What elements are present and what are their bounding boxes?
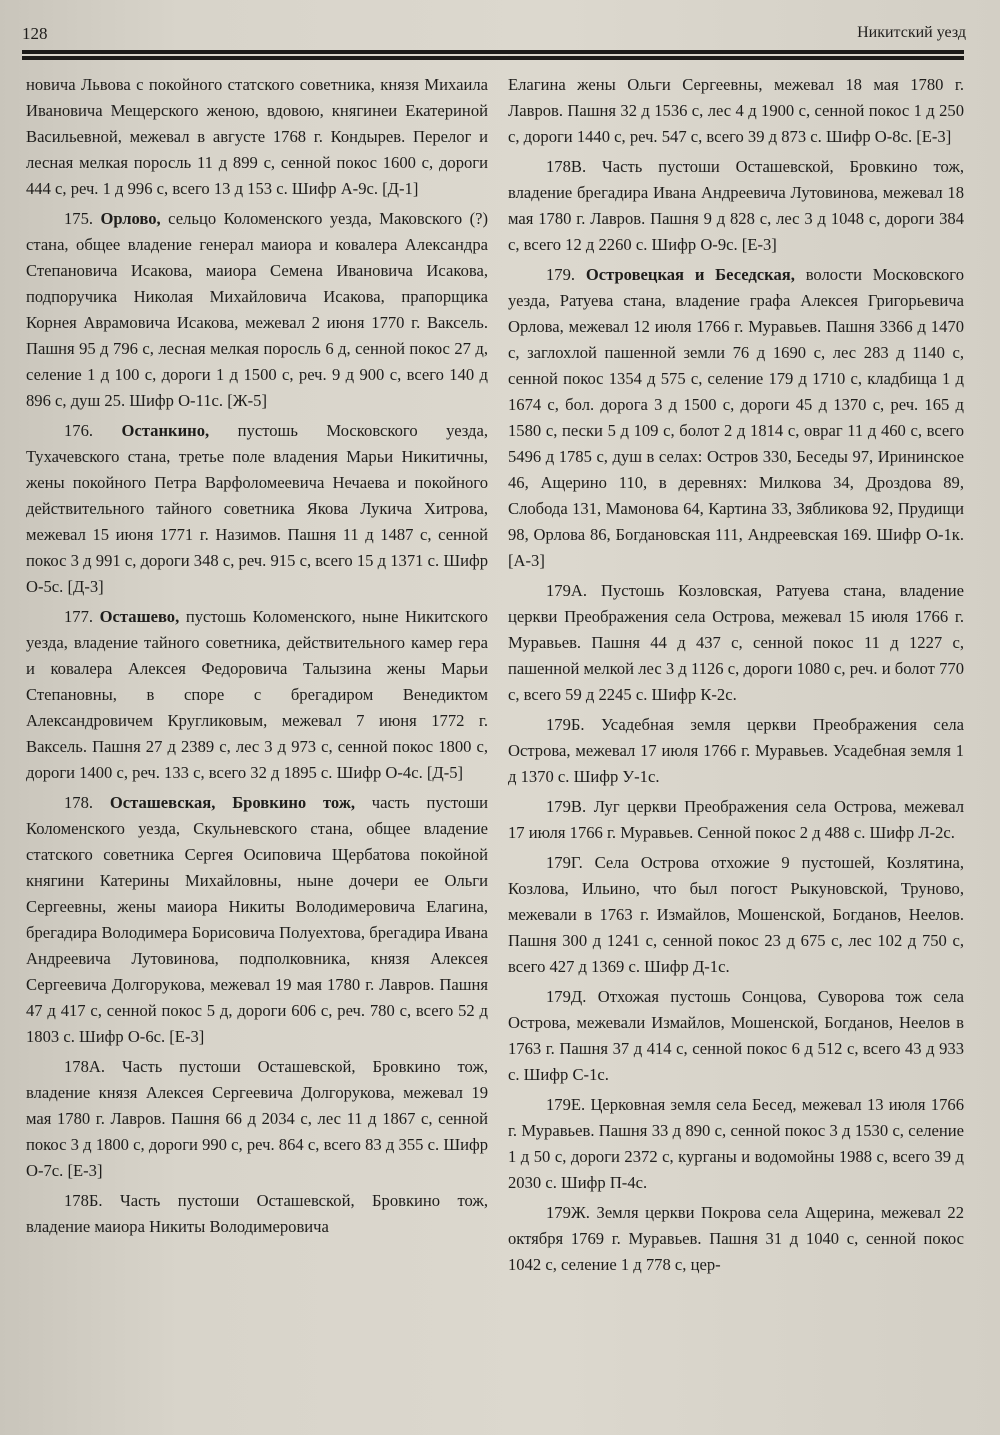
page-header [22,24,966,46]
entry-number: 179Б. [546,715,585,734]
catalog-entry [26,1188,488,1240]
entry-number: 176. [64,421,94,440]
entry-number: 177. [64,607,94,626]
entry-number: 179Г. [546,853,583,872]
catalog-entry [26,604,488,786]
entry-number: 179А. [546,581,588,600]
entry-place-name: Осташевская, Бровкино тож, [109,793,355,812]
running-head: Никитский уезд [857,24,966,41]
entry-place-name: Орлово, [100,209,161,228]
entry-text: сельцо Коломенского уезда, Маковского (?) стана, общее владение генерал маиора и ковалера Александра Степановича Исакова, маиора Семена Ивановича Исакова, подпоручика Николая Михайловича Исакова, прапорщика Корнея Аврамовича Исакова, межевал 2 июня 1770 г. Ваксель. Пашня 95 д 796 с, лесная мелкая поросль 6 д, сенной покос 27 д, селение 1 д 100 с, дороги 1 д 1500 с, реч. 9 д 900 с, всего 140 д 896 с, душ 25. Шифр О-11с. [Ж-5] [26,209,488,410]
entry-text: Пустошь Козловская, Ратуева стана, владение церкви Преображения села Острова, межевал 15 июля 1766 г. Муравьев. Пашня 44 д 437 с, сенной покос 11 д 1227 с, пашенной мелкой лес 3 д 1126 с, дороги 1080 с, реч. и болот 770 с, всего 59 д 2245 с. Шифр К-2с. [508,581,964,704]
entry-text: пустошь Коломенского, ныне Никитского уезда, владение тайного советника, действительного камер гера и ковалера Алексея Федоровича Талызина жены Марьи Степановны, в споре с брегадиром Венедиктом Александровичем Кругликовым, межевал 7 июня 1772 г. Ваксель. Пашня 27 д 2389 с, лес 3 д 973 с, сенной покос 1800 с, дороги 1400 с, реч. 133 с, всего 32 д 1895 с. Шифр О-4с. [Д-5] [26,607,488,782]
catalog-entry [26,418,488,600]
entry-text: Луг церкви Преображения села Острова, межевал 17 июля 1766 г. Муравьев. Сенной покос 2 д 488 с. Шифр Л-2с. [508,797,964,842]
catalog-entry [508,72,964,150]
catalog-entry [508,578,964,708]
right-column [508,72,964,1422]
entry-number: 178А. [64,1057,106,1076]
entry-number: 178Б. [64,1191,103,1210]
catalog-entry [508,984,964,1088]
entry-text: Села Острова отхожие 9 пустошей, Козлятина, Козлова, Ильино, что был погост Рыкуновской, Труново, межевали в 1763 г. Измайлов, Мошенской, Богданов, Неелов. Пашня 300 д 1241 с, сенной покос 23 д 675 с, лес 102 д 750 с, всего 427 д 1369 с. Шифр Д-1с. [508,853,964,976]
entry-text: пустошь Московского уезда, Тухачевского стана, третье поле владения Марьи Никитичны, жены покойного Петра Варфоломеевича Нечаева и покойного действительного тайного советника Якова Лукича Хитрова, межевал 15 июня 1771 г. Назимов. Пашня 11 д 1487 с, сенной покос 3 д 991 с, дороги 348 с, реч. 915 с, всего 15 д 1371 с. Шифр О-5с. [Д-3] [26,421,488,596]
entry-text: новича Львова с покойного статского советника, князя Михаила Ивановича Мещерского женою, вдовою, княгинеи Екатериной Васильевной, межевал в августе 1768 г. Кондырев. Перелог и лесная мелкая поросль 11 д 899 с, сенной покос 1600 с, дороги 444 с, реч. 1 д 996 с, всего 13 д 153 с. Шифр А-9с. [Д-1] [26,75,488,198]
catalog-entry [26,1054,488,1184]
entry-text: Часть пустоши Осташевской, Бровкино тож, владение маиора Никиты Володимеровича [26,1191,488,1236]
entry-place-name: Осташево, [99,607,180,626]
entry-place-name: Островецкая и Беседская, [585,265,795,284]
catalog-entry [26,790,488,1050]
catalog-entry [508,154,964,258]
entry-number: 179Е. [546,1095,586,1114]
entry-text: Отхожая пустошь Сонцова, Суворова тож села Острова, межевали Измайлов, Мошенской, Богданов, Неелов в 1763 г. Пашня 37 д 414 с, сенной покос 6 д 512 с, всего 43 д 933 с. Шифр С-1с. [508,987,964,1084]
header-rule [22,50,964,56]
entry-text: Земля церкви Покрова села Ащерина, межевал 22 октября 1769 г. Муравьев. Пашня 31 д 1040 с, сенной покос 1042 с, селение 1 д 778 с, цер- [508,1203,964,1274]
catalog-entry [508,1092,964,1196]
catalog-entry [508,1200,964,1278]
entry-number: 179В. [546,797,587,816]
entry-number: 178. [64,793,94,812]
entry-number: 175. [64,209,94,228]
catalog-entry [508,262,964,574]
entry-place-name: Останкино, [121,421,210,440]
catalog-entry [508,794,964,846]
entry-text: часть пустоши Коломенского уезда, Скульневского стана, общее владение статского советника Сергея Осиповича Щербатова покойной княгини Катерины Михайловны, ныне дочери ее Ольги Сергеевны, жены маиора Никиты Володимеровича Елагина, брегадира Володимера Борисовича Полуехтова, брегадира Ивана Андреевича Лутовинова, подполковника, князя Алексея Сергеевича Долгорукова, межевал 19 мая 1780 г. Лавров. Пашня 47 д 417 с, сенной покос 5 д, дороги 606 с, реч. 780 с, всего 52 д 1803 с. Шифр О-6с. [Е-3] [26,793,488,1046]
catalog-entry [508,712,964,790]
entry-number: 178В. [546,157,587,176]
entry-text: Усадебная земля церкви Преображения села Острова, межевал 17 июля 1766 г. Муравьев. Усадебная земля 1 д 1370 с. Шифр У-1с. [508,715,964,786]
catalog-entry [26,206,488,414]
page-number: 128 [22,24,48,43]
entry-number: 179Д. [546,987,587,1006]
entry-text: Часть пустоши Осташевской, Бровкино тож, владение князя Алексея Сергеевича Долгорукова, межевал 19 мая 1780 г. Лавров. Пашня 66 д 2034 с, лес 11 д 1867 с, сенной покос 3 д 1800 с, дороги 990 с, реч. 864 с, всего 83 д 355 с. Шифр О-7с. [Е-3] [26,1057,488,1180]
left-column [26,72,488,1422]
catalog-entry [26,72,488,202]
entry-text: Часть пустоши Осташевской, Бровкино тож, владение брегадира Ивана Андреевича Лутовинова, межевал 18 мая 1780 г. Лавров. Пашня 9 д 828 с, лес 3 д 1048 с, дороги 384 с, всего 12 д 2260 с. Шифр О-9с. [Е-3] [508,157,964,254]
entry-number: 179. [546,265,576,284]
entry-text: Елагина жены Ольги Сергеевны, межевал 18 мая 1780 г. Лавров. Пашня 32 д 1536 с, лес 4 д 1900 с, сенной покос 1 д 250 с, дороги 1440 с, реч. 547 с, всего 39 д 873 с. Шифр О-8с. [Е-3] [508,75,964,146]
catalog-entry [508,850,964,980]
entry-number: 179Ж. [546,1203,590,1222]
entry-text: волости Московского уезда, Ратуева стана, владение графа Алексея Григорьевича Орлова, межевал 12 июля 1766 г. Муравьев. Пашня 3366 д 1470 с, заглохлой пашенной земли 76 д 1690 с, лес 283 д 1140 с, сенной покос 1354 д 575 с, селение 179 д 1710 с, кладбища 1 д 1674 с, бол. дорога 3 д 1500 с, дороги 45 д 1370 с, реч. 165 д 1580 с, пески 5 д 109 с, болот 2 д 1814 с, овраг 11 д 460 с, всего 5496 д 1785 с, душ в селах: Остров 330, Беседы 97, Ирининское 46, Ащерино 110, в деревнях: Милкова 34, Дроздова 89, Слобода 131, Мамонова 64, Картина 33, Зябликова 92, Прудищи 98, Орлова 86, Богдановская 111, Андреевская 169. Шифр О-1к. [А-3] [508,265,964,570]
entry-text: Церковная земля села Бесед, межевал 13 июля 1766 г. Муравьев. Пашня 33 д 890 с, сенной покос 3 д 1530 с, селение 1 д 50 с, дороги 2372 с, курганы и водомойны 1988 с, всего 39 д 2030 с. Шифр П-4с. [508,1095,964,1192]
